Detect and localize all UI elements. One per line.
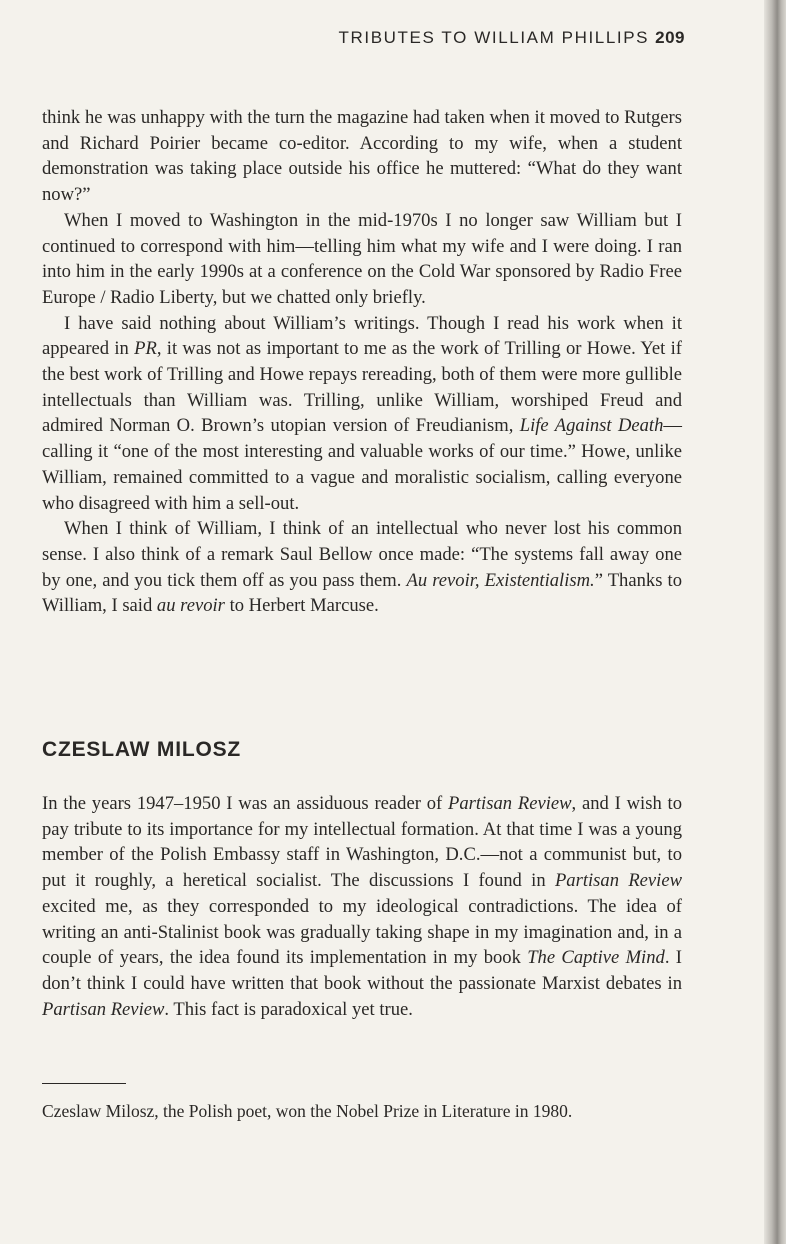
italic-text: Life Against Death xyxy=(519,415,664,437)
italic-text: The Captive Mind xyxy=(527,947,665,969)
paragraph xyxy=(42,516,682,619)
footnote-rule xyxy=(42,1083,126,1084)
text-run: excited me, as they corresponded to my ideological contradictions. The idea of writing an anti-Stalinist book was gradually taking shape in my imagination and, in a couple of years, the idea found its implementation in my book xyxy=(42,895,682,969)
paragraph xyxy=(42,311,682,517)
italic-text: Partisan Review xyxy=(447,793,572,814)
section-heading-milosz: CZESLAW MILOSZ xyxy=(42,738,242,761)
text-run: , it was not as important to me as the work of Trilling or Howe. Yet if the best work of Trilling and Howe repays rereading, both of them were more gullible intellectuals than William was. Trilling, unlike William, worshiped Freud and admired Norman O. Brown’s utopian version of Freudianism, xyxy=(42,338,682,437)
text-run: , and I wish to pay tribute to its importance for my intellectual formation. At that time I was a young member of the Polish Embassy staff in Washington, D.C.—not a communist but, to put it roughly, a heretical socialist. The discussions I found in xyxy=(42,793,682,892)
text-run: . I don’t think I could have written that book without the passionate Marxist debates in xyxy=(42,947,682,994)
footnote: Czeslaw Milosz, the Polish poet, won the Nobel Prize in Literature in 1980. xyxy=(42,1101,573,1121)
section-milosz-tribute xyxy=(42,791,682,1022)
running-title: TRIBUTES TO WILLIAM PHILLIPS xyxy=(338,28,650,47)
text-run: ” Thanks to William, I said xyxy=(42,569,682,617)
text-run: When I think of William, I think of an intellectual who never lost his common sense. I also think of a remark Saul Bellow once made: “The systems fall away one by one, and you tick them off as you pass them. xyxy=(42,518,682,591)
text-run: I have said nothing about William’s writings. Though I read his work when it appeared in xyxy=(42,312,682,360)
section-phillips-tribute-continued xyxy=(42,105,682,619)
text-run: In the years 1947–1950 I was an assiduous reader of xyxy=(42,793,448,814)
paragraph xyxy=(42,105,682,208)
running-header xyxy=(310,28,685,48)
text-run: think he was unhappy with the turn the magazine had taken when it moved to Rutgers and Richard Poirier became co-editor. According to my wife, when a student demonstration was taking place outside his office he muttered: “What do they want now?” xyxy=(42,107,682,206)
page-edge xyxy=(764,0,786,1244)
text-run: —calling it “one of the most interesting and valuable works of our time.” Howe, unlike William, remained committed to a vague and moralistic socialism, calling everyone who disagreed with him a sell-out. xyxy=(42,415,682,514)
paragraph xyxy=(42,208,682,311)
text-run: . This fact is paradoxical yet true. xyxy=(164,998,413,1020)
italic-text: Partisan Review xyxy=(554,870,682,892)
text-run: When I moved to Washington in the mid-1970s I no longer saw William but I continued to correspond with him—telling him what my wife and I were doing. I ran into him in the early 1990s at a conference on the Cold War sponsored by Radio Free Europe / Radio Liberty, but we chatted only briefly. xyxy=(42,209,682,308)
italic-text: Partisan Review xyxy=(42,998,165,1020)
paragraph xyxy=(42,791,682,1022)
italic-text: PR xyxy=(134,338,157,360)
italic-text: au revoir xyxy=(156,595,225,617)
text-run: to Herbert Marcuse. xyxy=(224,595,379,617)
italic-text: Au revoir, Existentialism. xyxy=(406,569,595,591)
page-number: 209 xyxy=(655,28,685,47)
